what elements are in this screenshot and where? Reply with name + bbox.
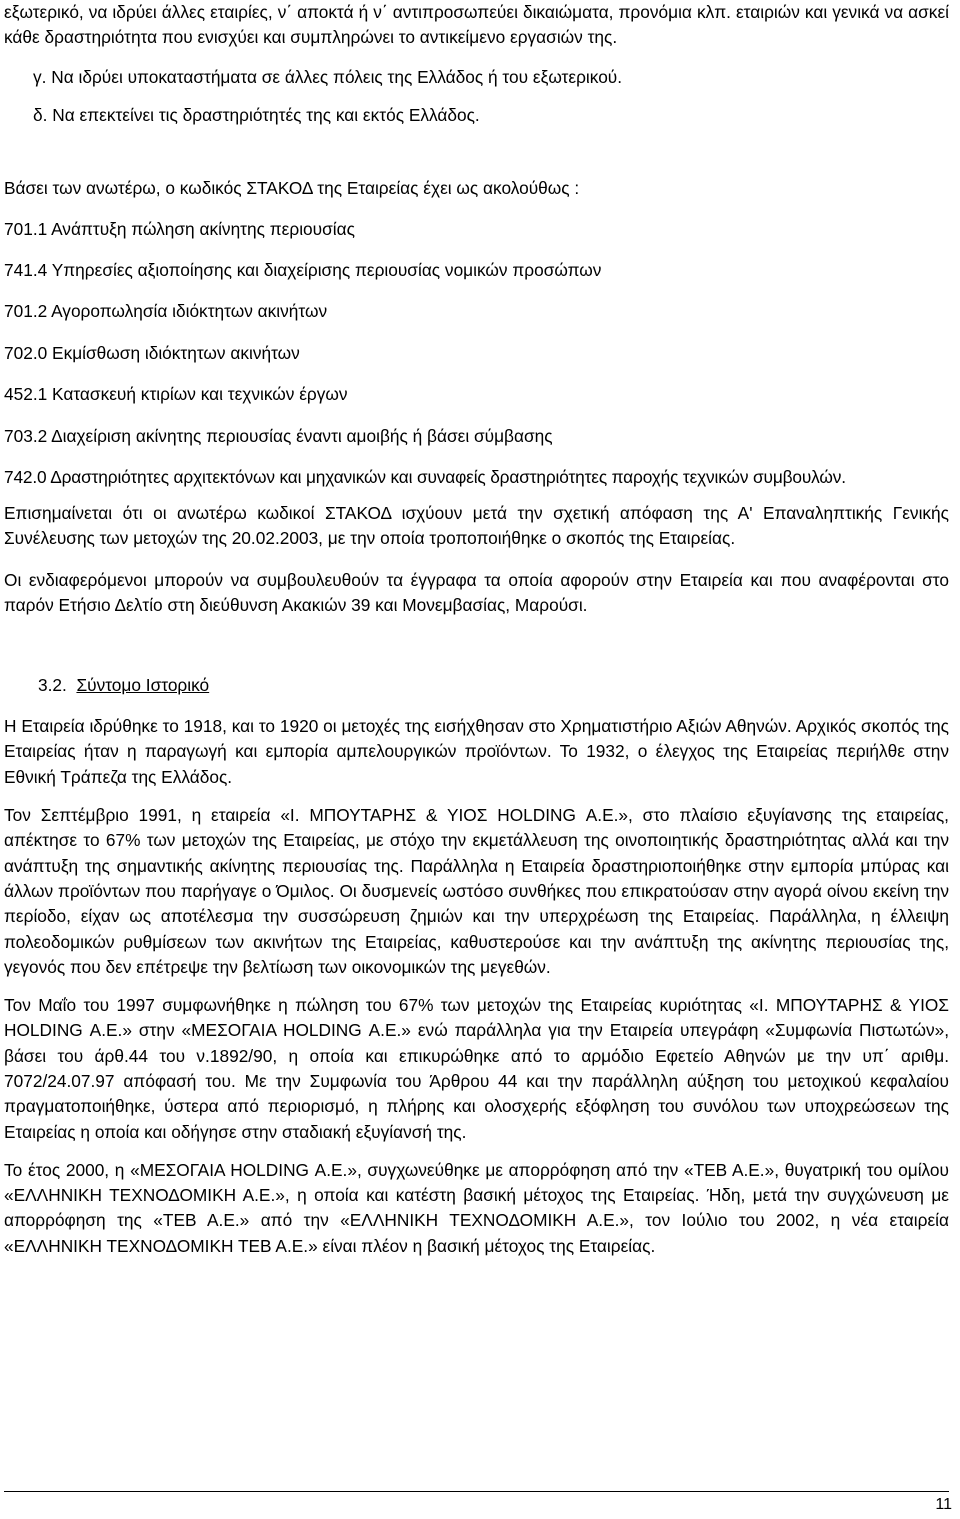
codes-list — [4, 217, 949, 490]
paragraph-history-2: Τον Σεπτέμβριο 1991, η εταιρεία «Ι. ΜΠΟΥΤΑΡΗΣ & ΥΙΟΣ HOLDING Α.Ε.», στο πλαίσιο εξυγίανσης της εταιρείας, απέκτησε το 67% των μετοχών της Εταιρείας, με στόχο την εκμετάλλευση της οινοποιητικής δραστηριότητας αλλά και την ανάπτυξη της σημαντικής ακίνητης περιουσίας της. Παράλληλα η Εταιρεία δραστηριοποιήθηκε στην εμπορία μπύρας και άλλων προϊόντων που παρήγαγε ο Όμιλος. Οι δυσμενείς ωστόσο συνθήκες που επικρατούσαν στην αγορά οίνου εκείνη την περίοδο, είχαν ως αποτέλεσμα την συσσώρευση ζημιών και την υπερχρέωση της Εταιρείας. Παράλληλα, η έλλειψη πολεοδομικών ρυθμίσεων των ακινήτων της Εταιρείας, καθυστερούσε και την ανάπτυξη της ακίνητης περιουσίας της, γεγονός που δεν επέτρεψε την βελτίωση των οικονομικών της μεγεθών. — [4, 805, 949, 977]
section-number: 3.2. — [38, 675, 67, 696]
item-g: γ. Να ιδρύει υποκαταστήματα σε άλλες πόλεις της Ελλάδος ή του εξωτερικού. — [33, 66, 623, 87]
code-item: 701.1 Ανάπτυξη πώληση ακίνητης περιουσίας — [4, 218, 355, 239]
code-item: 701.2 Αγοροπωλησία ιδιόκτητων ακινήτων — [4, 301, 328, 322]
code-item: 702.0 Εκμίσθωση ιδιόκτητων ακινήτων — [4, 342, 300, 363]
codes-intro: Βάσει των ανωτέρω, ο κωδικός ΣΤΑΚΟΔ της Εταιρείας έχει ως ακολούθως : — [4, 177, 580, 198]
paragraph-stakod-note: Επισημαίνεται ότι οι ανωτέρω κωδικοί ΣΤΑΚΟΔ ισχύουν μετά την σχετική απόφαση της Α' Επαναληπτικής Γενικής Συνέλευσης των μετοχών της 20.02.2003, με την οποία τροποποιήθηκε ο σκοπός της Εταιρείας. — [4, 502, 949, 549]
page-number: 11 — [935, 1496, 952, 1513]
paragraph-top: εξωτερικό, να ιδρύει άλλες εταιρίες, ν΄ αποκτά ή ν΄ αντιπροσωπεύει δικαιώματα, προνόμια κλπ. εταιριών και γενικά να ασκεί κάθε δραστηριότητα που ενισχύει και συμπληρώνει το αντικείμενο εργασιών της. — [4, 2, 949, 48]
section-title: Σύντομο Ιστορικό — [76, 675, 210, 696]
paragraph-history-3: Τον Μαΐο του 1997 συμφωνήθηκε η πώληση του 67% των μετοχών της Εταιρείας κυριότητας «Ι. ΜΠΟΥΤΑΡΗΣ & ΥΙΟΣ HOLDING Α.Ε.» στην «ΜΕΣΟΓΑΙΑ HOLDING Α.Ε.» ενώ παράλληλα για την Εταιρεία υπεγράφη «Συμφωνία Πιστωτών», βάσει του άρθ.44 του ν.1892/90, η οποία και επικυρώθηκε από το αρμόδιο Εφετείο Αθηνών με την υπ΄ αριθμ. 7072/24.07.97 απόφασή του. Με την Συμφωνία του Άρθρου 44 και την παράλληλη αύξηση του μετοχικού κεφαλαίου πραγματοποιήθηκε, ύστερα από περιορισμό, η πλήρης και ολοσχερής εξόφληση του συνόλου των υποχρεώσεων της Εταιρείας η οποία και οδήγησε στην σταδιακή εξυγίανσή της. — [4, 995, 949, 1142]
footer-divider — [4, 1491, 949, 1492]
code-item: 452.1 Κατασκευή κτιρίων και τεχνικών έργων — [4, 384, 348, 405]
paragraph-documents: Οι ενδιαφερόμενοι μπορούν να συμβουλευθούν τα έγγραφα τα οποία αφορούν στην Εταιρεία και που αναφέρονται στο παρόν Ετήσιο Δελτίο στη διεύθυνση Ακακιών 39 και Μονεμβασίας, Μαρούσι. — [4, 569, 949, 615]
code-item: 742.0 Δραστηριότητες αρχιτεκτόνων και μηχανικών και συναφείς δραστηριότητες παροχής τεχνικών συμβουλών. — [4, 466, 846, 487]
paragraph-history-1: Η Εταιρεία ιδρύθηκε το 1918, και το 1920 οι μετοχές της εισήχθησαν στο Χρηματιστήριο Αξιών Αθηνών. Αρχικός σκοπός της Εταιρείας ήταν η παραγωγή και εμπορία αμπελουργικών προϊόντων. Το 1932, ο έλεγχος της Εταιρείας περιήλθε στην Εθνική Τράπεζα της Ελλάδος. — [4, 716, 949, 787]
section-heading — [4, 673, 949, 698]
item-d: δ. Να επεκτείνει τις δραστηριότητές της και εκτός Ελλάδος. — [33, 104, 480, 125]
code-item: 741.4 Υπηρεσίες αξιοποίησης και διαχείρισης περιουσίας νομικών προσώπων — [4, 259, 602, 280]
document-page — [4, 0, 949, 1259]
paragraph-history-4: Το έτος 2000, η «ΜΕΣΟΓΑΙΑ HOLDING Α.Ε.», συγχωνεύθηκε με απορρόφηση από την «ΤΕΒ Α.Ε.», θυγατρική του ομίλου «ΕΛΛΗΝΙΚΗ ΤΕΧΝΟΔΟΜΙΚΗ Α.Ε.», η οποία και κατέστη βασική μέτοχος της Εταιρείας. Ήδη, μετά την συγχώνευση με απορρόφηση της «ΤΕΒ Α.Ε.» από την «ΕΛΛΗΝΙΚΗ ΤΕΧΝΟΔΟΜΙΚΗ Α.Ε.», τον Ιούλιο του 2002, η νέα εταιρεία «ΕΛΛΗΝΙΚΗ ΤΕΧΝΟΔΟΜΙΚΗ ΤΕΒ Α.Ε.» είναι πλέον η βασική μέτοχος της Εταιρείας. — [4, 1159, 949, 1256]
code-item: 703.2 Διαχείριση ακίνητης περιουσίας έναντι αμοιβής ή βάσει σύμβασης — [4, 425, 553, 446]
